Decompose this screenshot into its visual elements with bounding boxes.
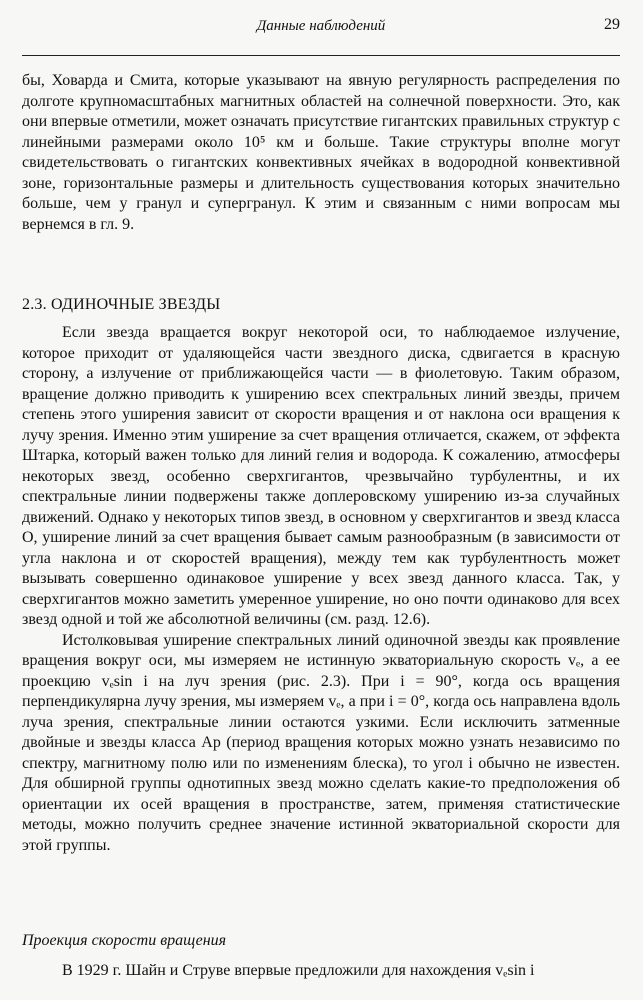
paragraph-continuation <box>22 71 620 235</box>
paragraph-4: В 1929 г. Шайн и Струве впервые предложили для нахождения vₑsin i <box>62 962 535 979</box>
paragraph-3: Истолковывая уширение спектральных линий одиночной звезды как проявление вращения вокруг оси, мы измеряем не истинную экваториальную скорость vₑ, а ее проекцию vₑsin i на луч зрения (рис. 2.3). При i = 90°, когда ось вращения перпендикулярна лучу зрения, мы измеряем vₑ, а при i = 0°, когда ось направлена вдоль луча зрения, спектральные линии остаются узкими. Если исключить затменные двойные и звезды класса Ap (период вращения которых можно узнать независимо по спектру, магнитному полю или по изменениям блеска), то угол i обычно не известен. Для обширной группы однотипных звезд можно сделать какие-то предположения об ориентации их осей вращения в пространстве, затем, применяя статистические методы, можно получить среднее значение истинной экваториальной скорости для этой группы. <box>22 631 621 854</box>
page-number: 29 <box>604 16 620 33</box>
header-rule <box>22 55 620 56</box>
subsection-title: Проекция скорости вращения <box>22 932 227 949</box>
page-header <box>22 14 620 38</box>
paragraph-final <box>22 961 620 982</box>
section-body <box>22 323 620 856</box>
section-title: 2.3. ОДИНОЧНЫЕ ЗВЕЗДЫ <box>22 296 221 313</box>
paragraph-1: бы, Ховарда и Смита, которые указывают на явную регулярность распределения по долготе крупномасштабных магнитных областей на солнечной поверхности. Это, как они впервые отметили, может означать присутствие гигантских правильных структур с линейными размерами около 10⁵ км и больше. Такие структуры вполне могут свидетельствовать о гигантских конвективных ячейках в водородной конвективной зоне, горизонтальные размеры и длительность существования которых значительно больше, чем у гранул и супергранул. К этим и связанным с ними вопросам мы вернемся в гл. 9. <box>22 72 620 233</box>
paragraph-2: Если звезда вращается вокруг некоторой оси, то наблюдаемое излучение, которое приходит от удаляющейся части звездного диска, сдвигается в красную сторону, а излучение от приближающейся части — в фиолетовую. Таким образом, вращение должно приводить к уширению всех спектральных линий звезды, причем степень этого уширения зависит от скорости вращения и от наклона оси вращения к лучу зрения. Именно этим уширение за счет вращения отличается, скажем, от эффекта Штарка, который важен только для линий гелия и водорода. К сожалению, атмосферы некоторых звезд, особенно сверхгигантов, чрезвычайно турбулентны, и их спектральные линии подвержены также доплеровскому уширению из-за случайных движений. Однако у некоторых типов звезд, в основном у сверхгигантов и звезд класса O, уширение линий за счет вращения бывает самым разнообразным (в зависимости от угла наклона и от скоростей вращения), между тем как турбулентность может вызывать совершенно одинаковое уширение у всех звезд данного класса. Так, у сверхгигантов можно заметить умеренное уширение, но оно почти одинаково для всех звезд одной и той же абсолютной величины (см. разд. 12.6). <box>22 324 620 628</box>
running-title: Данные наблюдений <box>256 18 386 34</box>
